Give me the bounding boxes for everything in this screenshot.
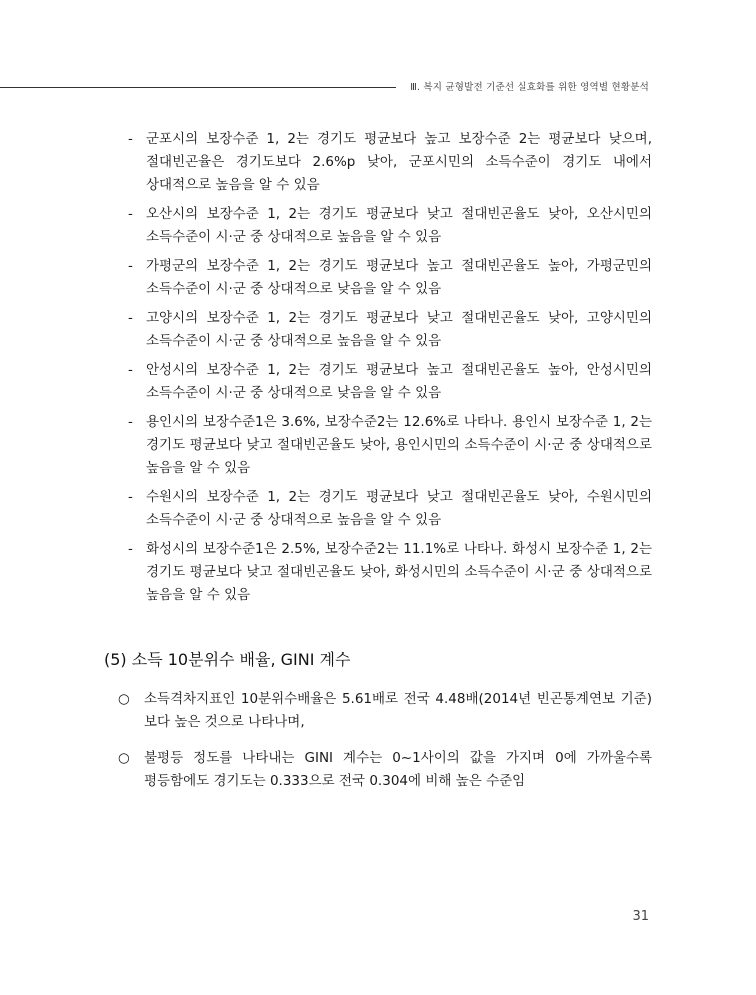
list-item-text: 고양시의 보장수준 1, 2는 경기도 평균보다 낮고 절대빈곤율도 낮아, 고양시민의 소득수준이 시·군 중 상대적으로 높음을 알 수 있음	[146, 310, 652, 349]
bullet-dash: -	[128, 541, 133, 557]
bullet-dash: -	[128, 310, 133, 326]
list-item-text: 가평군의 보장수준 1, 2는 경기도 평균보다 높고 절대빈곤율도 높아, 가평군민의 소득수준이 시·군 중 상대적으로 낮음을 알 수 있음	[146, 258, 652, 297]
header-divider	[0, 87, 396, 88]
list-item-text: 안성시의 보장수준 1, 2는 경기도 평균보다 높고 절대빈곤율도 높아, 안성시민의 소득수준이 시·군 중 상대적으로 낮음을 알 수 있음	[146, 362, 652, 401]
list-item	[126, 411, 652, 480]
section-heading: (5) 소득 10분위수 배율, GINI 계수	[104, 650, 351, 669]
bullet-dash: -	[128, 258, 133, 274]
list-item	[118, 688, 652, 734]
list-item	[118, 747, 652, 793]
bullet-dash: -	[128, 362, 133, 378]
list-item	[126, 486, 652, 532]
list-item	[126, 307, 652, 353]
findings-list	[126, 128, 652, 613]
page-number: 31	[632, 909, 649, 924]
list-item	[126, 203, 652, 249]
circle-bullet-icon: ○	[118, 750, 130, 766]
circle-bullet-icon: ○	[118, 691, 130, 707]
bullet-dash: -	[128, 414, 133, 430]
list-item-text: 오산시의 보장수준 1, 2는 경기도 평균보다 낮고 절대빈곤율도 낮아, 오산시민의 소득수준이 시·군 중 상대적으로 높음을 알 수 있음	[146, 206, 652, 245]
bullet-dash: -	[128, 206, 133, 222]
list-item	[126, 359, 652, 405]
list-item	[126, 255, 652, 301]
list-item-text: 군포시의 보장수준 1, 2는 경기도 평균보다 높고 보장수준 2는 평균보다 낮으며, 절대빈곤율은 경기도보다 2.6%p 낮아, 군포시민의 소득수준이 경기도 내에서 상대적으로 높음을 알 수 있음	[146, 131, 652, 193]
summary-list	[118, 688, 652, 806]
bullet-dash: -	[128, 489, 133, 505]
list-item	[126, 538, 652, 607]
list-item-text: 수원시의 보장수준 1, 2는 경기도 평균보다 낮고 절대빈곤율도 낮아, 수원시민의 소득수준이 시·군 중 상대적으로 높음을 알 수 있음	[146, 489, 652, 528]
list-item-text: 용인시의 보장수준1은 3.6%, 보장수준2는 12.6%로 나타나. 용인시 보장수준 1, 2는 경기도 평균보다 낮고 절대빈곤율도 낮아, 용인시민의 소득수준이 시·군 중 상대적으로 높음을 알 수 있음	[146, 414, 652, 476]
list-item-text: 소득격차지표인 10분위수배율은 5.61배로 전국 4.48배(2014년 빈곤통계연보 기준)보다 높은 것으로 나타나며,	[144, 691, 652, 730]
running-header-title: Ⅲ. 복지 균형발전 기준선 실효화를 위한 영역별 현황분석	[410, 82, 649, 93]
list-item	[126, 128, 652, 197]
list-item-text: 불평등 정도를 나타내는 GINI 계수는 0~1사이의 값을 가지며 0에 가까울수록 평등함에도 경기도는 0.333으로 전국 0.304에 비해 높은 수준임	[144, 750, 652, 789]
list-item-text: 화성시의 보장수준1은 2.5%, 보장수준2는 11.1%로 나타나. 화성시 보장수준 1, 2는 경기도 평균보다 낮고 절대빈곤율도 낮아, 화성시민의 소득수준이 시·군 중 상대적으로 높음을 알 수 있음	[146, 541, 652, 603]
bullet-dash: -	[128, 131, 133, 147]
